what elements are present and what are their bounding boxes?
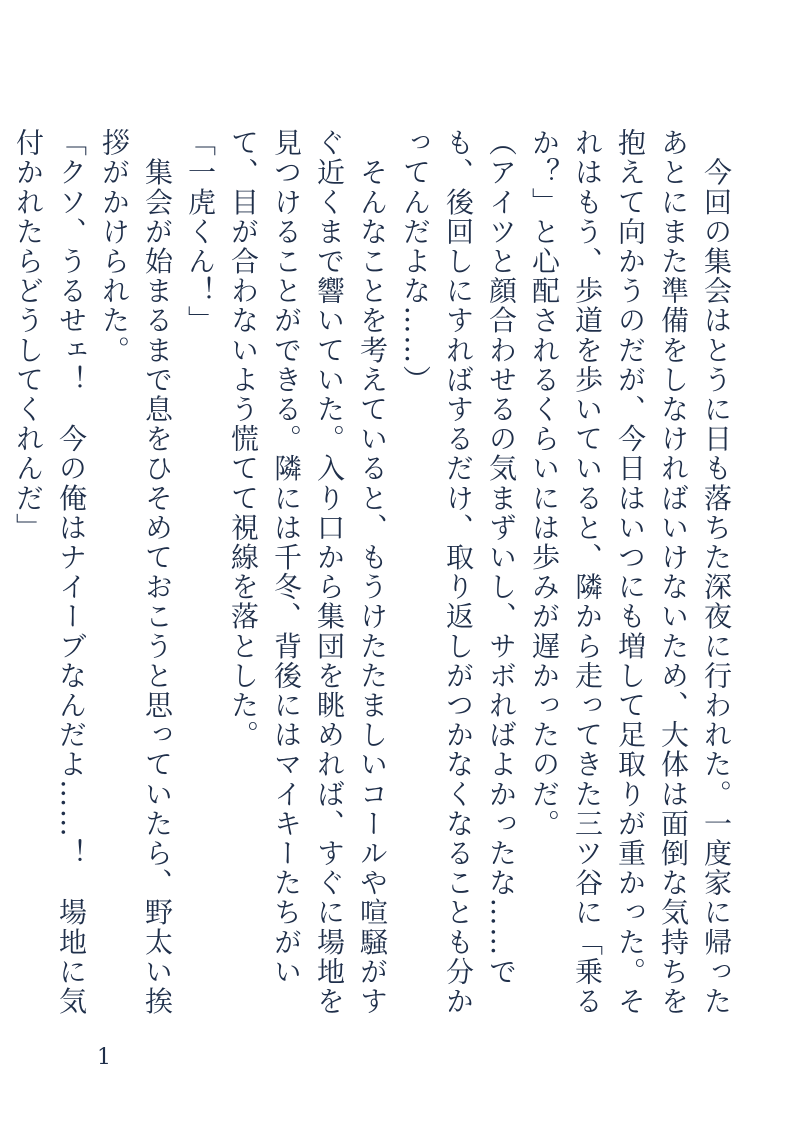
paragraph-inner-thought: （アイツと顔合わせるの気まずいし、サボればよかったな……でも、後回しにすればするだけ、取り返しがつかなくなることも分かってんだよな……） [399,128,518,1016]
paragraph-narration-2: そんなことを考えていると、もうけたたましいコールや喧騒がすぐ近くまで響いていた。入り口から集団を眺めれば、すぐに場地を見つけることができる。隣には千冬、背後にはマイキーたちがいて、目が合わないよう慌てて視線を落とした。 [227,128,389,1016]
paragraph-narration-3: 集会が始まるまで息をひそめておこうと思っていたら、野太い挨拶がかけられた。 [98,128,174,1016]
novel-body-text [12,128,738,1028]
page-number: 1 [97,1045,111,1070]
paragraph-dialogue-1: 「一虎くん！」 [184,128,217,336]
paragraph-dialogue-2: 「クソ、うるせェ！ 今の俺はナイーブなんだよ……！ 場地に気付かれたらどうしてくれんだ」 [12,128,88,1016]
paragraph-narration-1: 今回の集会はとうに日も落ちた深夜に行われた。一度家に帰ったあとにまた準備をしなければいけないため、大体は面倒な気持ちを抱えて向かうのだが、今日はいつにも増して足取りが重かった。それはもう、歩道を歩いていると、隣から走ってきた三ツ谷に「乗るか？」と心配されるくらいには歩みが遅かったのだ。 [528,128,733,1016]
